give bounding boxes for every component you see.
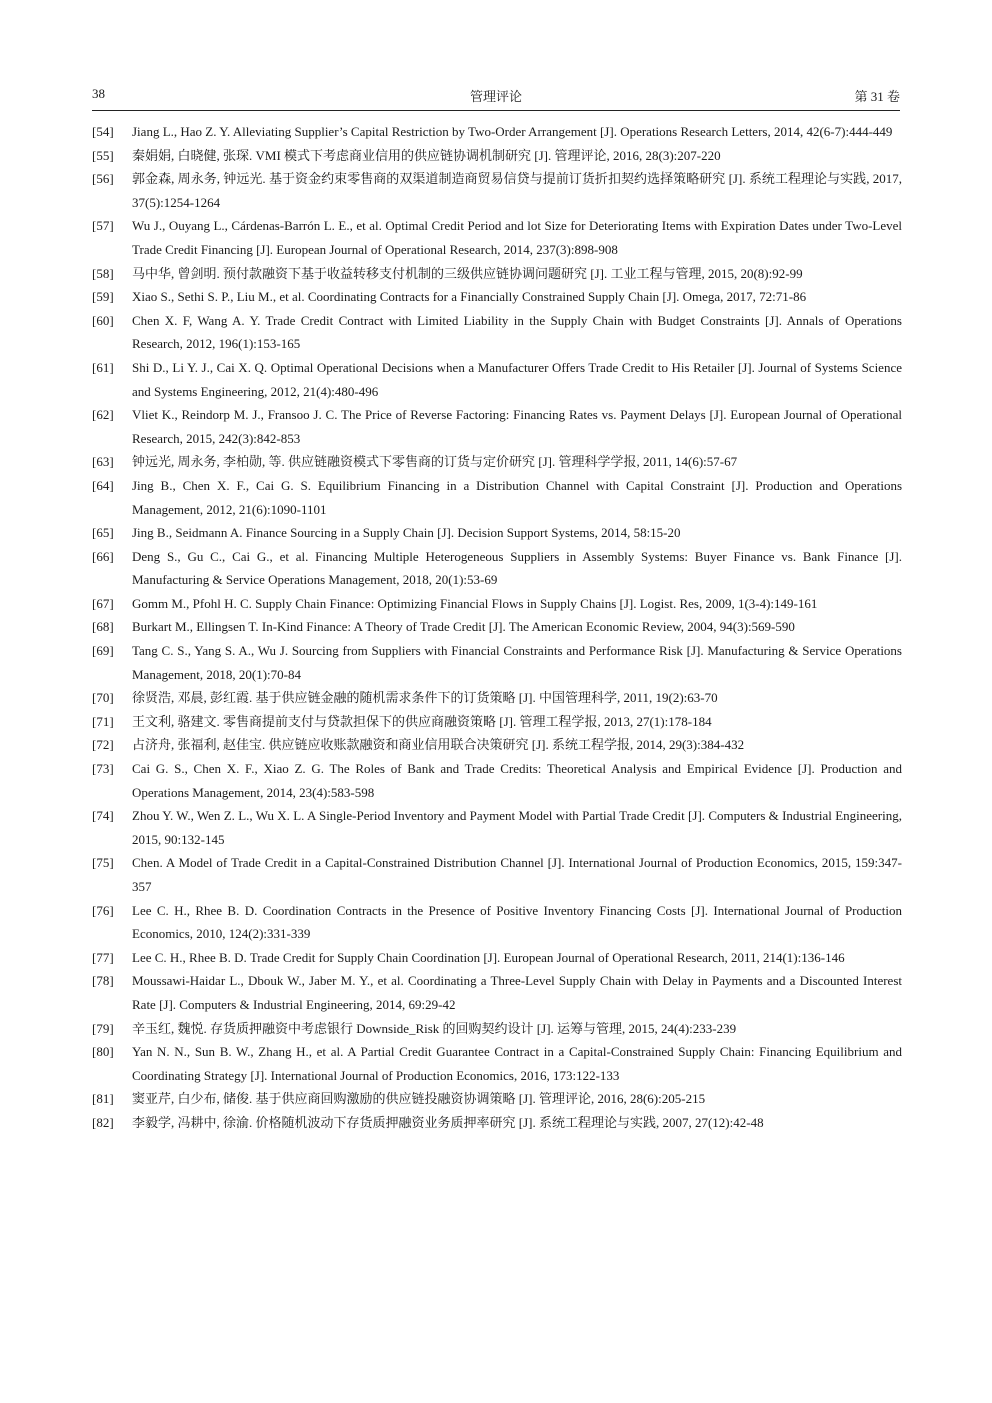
reference-number: [70] xyxy=(92,690,114,706)
reference-number: [67] xyxy=(92,595,114,611)
reference-number: [73] xyxy=(92,761,114,777)
reference-text: Yan N. N., Sun B. W., Zhang H., et al. A Partial Credit Guarantee Contract in a Capital-Constrained Supply Chain: Financing Equilibrium and Coordinating Strategy [J]. International Journal of Production Economics, 2016, 173:122-133 xyxy=(132,1044,902,1083)
reference-number: [75] xyxy=(92,855,114,871)
reference-item xyxy=(92,144,902,168)
reference-item xyxy=(92,615,902,639)
reference-item xyxy=(92,285,902,309)
header-rule xyxy=(92,110,900,111)
reference-number: [81] xyxy=(92,1091,114,1107)
reference-number: [60] xyxy=(92,312,114,328)
reference-number: [65] xyxy=(92,525,114,541)
reference-text: 辛玉红, 魏悦. 存货质押融资中考虑银行 Downside_Risk 的回购契约设计 [J]. 运筹与管理, 2015, 24(4):233-239 xyxy=(132,1020,737,1036)
reference-number: [68] xyxy=(92,619,114,635)
page-header xyxy=(92,86,900,106)
reference-item xyxy=(92,309,902,356)
reference-text: Burkart M., Ellingsen T. In-Kind Finance: A Theory of Trade Credit [J]. The American Economic Review, 2004, 94(3):569-590 xyxy=(132,619,795,635)
reference-number: [61] xyxy=(92,359,114,375)
reference-text: Chen. A Model of Trade Credit in a Capital-Constrained Distribution Channel [J]. International Journal of Production Economics, 2015, 159:347-357 xyxy=(132,855,902,894)
reference-number: [71] xyxy=(92,713,114,729)
reference-item xyxy=(92,474,902,521)
reference-item xyxy=(92,545,902,592)
reference-item xyxy=(92,639,902,686)
reference-text: Shi D., Li Y. J., Cai X. Q. Optimal Operational Decisions when a Manufacturer Offers Trade Credit to His Retailer [J]. Journal of Systems Science and Systems Engineering, 2012, 21(4):480-496 xyxy=(132,359,902,399)
reference-item xyxy=(92,403,902,450)
reference-item xyxy=(92,851,902,898)
reference-item xyxy=(92,356,902,403)
reference-item xyxy=(92,592,902,616)
reference-text: 王文利, 骆建文. 零售商提前支付与贷款担保下的供应商融资策略 [J]. 管理工程学报, 2013, 27(1):178-184 xyxy=(132,713,712,729)
reference-number: [63] xyxy=(92,454,114,470)
reference-item xyxy=(92,1087,902,1111)
reference-number: [77] xyxy=(92,949,114,965)
reference-item xyxy=(92,757,902,804)
reference-number: [64] xyxy=(92,477,114,493)
page-number: 38 xyxy=(92,86,105,101)
reference-item xyxy=(92,1040,902,1087)
reference-number: [76] xyxy=(92,902,114,918)
reference-text: Wu J., Ouyang L., Cárdenas-Barrón L. E., et al. Optimal Credit Period and lot Size for Deteriorating Items with Expiration Dates under Two-Level Trade Credit Financing [J]. European Journal of Operational Research, 2014, 237(3):898-908 xyxy=(132,218,902,257)
reference-text: Moussawi-Haidar L., Dbouk W., Jaber M. Y., et al. Coordinating a Three-Level Supply Chain with Delay in Payments and a Discounted Interest Rate [J]. Computers & Industrial Engineering, 2014, 69:29-42 xyxy=(132,973,902,1012)
reference-item xyxy=(92,733,902,757)
reference-text: 窦亚芹, 白少布, 储俊. 基于供应商回购激励的供应链投融资协调策略 [J]. 管理评论, 2016, 28(6):205-215 xyxy=(132,1091,706,1107)
reference-text: Vliet K., Reindorp M. J., Fransoo J. C. The Price of Reverse Factoring: Financing Rates vs. Payment Delays [J]. European Journal of Operational Research, 2015, 242(3):842-853 xyxy=(132,407,902,446)
reference-text: Gomm M., Pfohl H. C. Supply Chain Finance: Optimizing Financial Flows in Supply Chains [J]. Logist. Res, 2009, 1(3-4):149-161 xyxy=(132,595,818,611)
reference-text: Jing B., Seidmann A. Finance Sourcing in a Supply Chain [J]. Decision Support Systems, 2014, 58:15-20 xyxy=(132,525,681,541)
reference-item xyxy=(92,1111,902,1135)
reference-item xyxy=(92,899,902,946)
reference-item xyxy=(92,450,902,474)
reference-text: 秦娟娟, 白晓健, 张琛. VMI 模式下考虑商业信用的供应链协调机制研究 [J]. 管理评论, 2016, 28(3):207-220 xyxy=(132,147,721,163)
reference-number: [80] xyxy=(92,1044,114,1060)
reference-number: [55] xyxy=(92,147,114,163)
reference-text: 李毅学, 冯耕中, 徐渝. 价格随机波动下存货质押融资业务质押率研究 [J]. 系统工程理论与实践, 2007, 27(12):42-48 xyxy=(132,1114,764,1130)
reference-item xyxy=(92,710,902,734)
reference-item xyxy=(92,969,902,1016)
reference-item xyxy=(92,1017,902,1041)
reference-item xyxy=(92,686,902,710)
reference-item xyxy=(92,946,902,970)
reference-text: Lee C. H., Rhee B. D. Trade Credit for Supply Chain Coordination [J]. European Journal of Operational Research, 2011, 214(1):136-146 xyxy=(132,949,845,965)
reference-text: Deng S., Gu C., Cai G., et al. Financing Multiple Heterogeneous Suppliers in Assembly Systems: Buyer Finance vs. Bank Finance [J]. Manufacturing & Service Operations Management, 2018, 20(1):53-69 xyxy=(132,548,902,588)
reference-number: [79] xyxy=(92,1020,114,1036)
reference-text: Zhou Y. W., Wen Z. L., Wu X. L. A Single-Period Inventory and Payment Model with Partial Trade Credit [J]. Computers & Industrial Engineering, 2015, 90:132-145 xyxy=(132,808,902,847)
reference-item xyxy=(92,804,902,851)
reference-text: 钟远光, 周永务, 李柏勋, 等. 供应链融资模式下零售商的订货与定价研究 [J]. 管理科学学报, 2011, 14(6):57-67 xyxy=(132,454,738,470)
reference-item xyxy=(92,214,902,261)
reference-text: Chen X. F, Wang A. Y. Trade Credit Contract with Limited Liability in the Supply Chain with Budget Constraints [J]. Annals of Operations Research, 2012, 196(1):153-165 xyxy=(132,312,902,352)
reference-number: [62] xyxy=(92,407,114,423)
reference-number: [56] xyxy=(92,171,114,187)
reference-item xyxy=(92,262,902,286)
reference-number: [58] xyxy=(92,265,114,281)
reference-number: [66] xyxy=(92,548,114,564)
reference-number: [69] xyxy=(92,643,114,659)
reference-text: Jiang L., Hao Z. Y. Alleviating Supplier’s Capital Restriction by Two-Order Arrangement [J]. Operations Research Letters, 2014, 42(6-7):444-449 xyxy=(132,124,893,139)
reference-number: [59] xyxy=(92,289,114,305)
reference-list xyxy=(92,120,902,1135)
reference-number: [54] xyxy=(92,124,114,139)
reference-item xyxy=(92,167,902,214)
reference-text: Tang C. S., Yang S. A., Wu J. Sourcing from Suppliers with Financial Constraints and Performance Risk [J]. Manufacturing & Service Operations Management, 2018, 20(1):70-84 xyxy=(132,643,902,682)
reference-text: 占济舟, 张福利, 赵佳宝. 供应链应收账款融资和商业信用联合决策研究 [J]. 系统工程学报, 2014, 29(3):384-432 xyxy=(132,737,745,753)
reference-text: 马中华, 曾剑明. 预付款融资下基于收益转移支付机制的三级供应链协调问题研究 [J]. 工业工程与管理, 2015, 20(8):92-99 xyxy=(132,265,803,281)
reference-number: [72] xyxy=(92,737,114,753)
volume-label: 第 31 卷 xyxy=(854,89,900,104)
reference-number: [78] xyxy=(92,973,114,989)
reference-text: Lee C. H., Rhee B. D. Coordination Contracts in the Presence of Positive Inventory Financing Costs [J]. International Journal of Production Economics, 2010, 124(2):331-339 xyxy=(132,902,902,942)
reference-text: 郭金森, 周永务, 钟远光. 基于资金约束零售商的双渠道制造商贸易信贷与提前订货折扣契约选择策略研究 [J]. 系统工程理论与实践, 2017, 37(5):1254-1264 xyxy=(132,171,902,210)
reference-number: [57] xyxy=(92,218,114,234)
reference-number: [74] xyxy=(92,808,114,824)
journal-title: 管理评论 xyxy=(469,89,522,104)
reference-number: [82] xyxy=(92,1114,114,1130)
reference-text: 徐贤浩, 邓晨, 彭红霞. 基于供应链金融的随机需求条件下的订货策略 [J]. 中国管理科学, 2011, 19(2):63-70 xyxy=(132,690,718,706)
reference-text: Xiao S., Sethi S. P., Liu M., et al. Coordinating Contracts for a Financially Constrained Supply Chain [J]. Omega, 2017, 72:71-86 xyxy=(132,289,807,305)
reference-text: Cai G. S., Chen X. F., Xiao Z. G. The Roles of Bank and Trade Credits: Theoretical Analysis and Empirical Evidence [J]. Production and Operations Management, 2014, 23(4):583-598 xyxy=(132,761,902,800)
reference-text: Jing B., Chen X. F., Cai G. S. Equilibrium Financing in a Distribution Channel with Capital Constraint [J]. Production and Operations Management, 2012, 21(6):1090-1101 xyxy=(132,477,902,517)
reference-item xyxy=(92,120,902,144)
reference-item xyxy=(92,521,902,545)
